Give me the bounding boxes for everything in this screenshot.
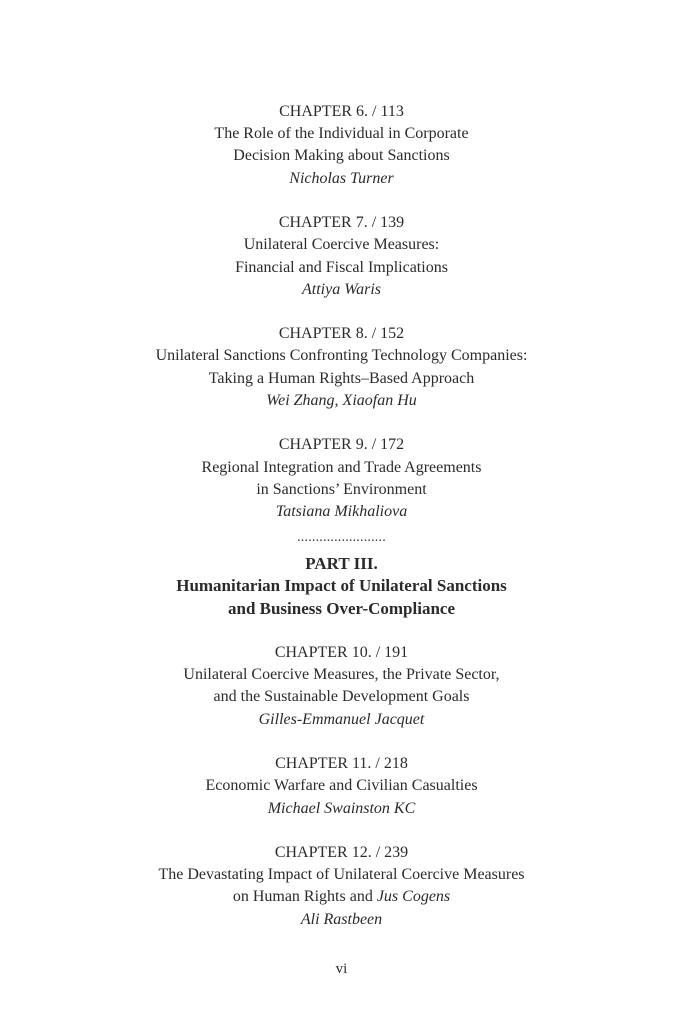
toc-entry-chapter-11 [0, 753, 683, 820]
chapter-author: Nicholas Turner [289, 169, 394, 187]
part-title-line: and Business Over-Compliance [227, 598, 455, 618]
chapter-heading: CHAPTER 6. / 113 [279, 103, 404, 120]
toc-entry-chapter-8 [0, 323, 683, 412]
part-label: PART III. [305, 554, 378, 574]
chapter-title-line: Economic Warfare and Civilian Casualties [205, 777, 478, 795]
toc-entry-chapter-9 [0, 434, 683, 523]
chapter-author: Gilles-Emmanuel Jacquet [258, 710, 425, 728]
chapter-heading: CHAPTER 9. / 172 [278, 436, 405, 454]
chapter-author: Attiya Waris [302, 280, 381, 298]
chapter-heading: CHAPTER 7. / 139 [278, 214, 405, 232]
chapter-author: Tatsiana Mikhaliova [275, 502, 408, 520]
chapter-title-line: Unilateral Sanctions Confronting Technology Companies: [155, 347, 528, 365]
chapter-title-line: Financial and Fiscal Implications [235, 258, 448, 276]
part-heading-block [0, 553, 683, 620]
table-of-contents [0, 101, 683, 931]
chapter-author: Michael Swainston KC [267, 799, 416, 817]
chapter-author: Ali Rastbeen [300, 910, 383, 928]
chapter-title-italic-term: Jus Cogens [376, 888, 451, 906]
chapter-title-line: Decision Making about Sanctions [233, 147, 450, 165]
dotted-separator: ........................ [297, 530, 386, 546]
chapter-title-line: Regional Integration and Trade Agreements [201, 458, 482, 476]
part-title-line: Humanitarian Impact of Unilateral Sanctions [176, 576, 507, 596]
chapter-title-line: The Devastating Impact of Unilateral Coercive Measures [158, 866, 525, 884]
toc-entry-chapter-10 [0, 642, 683, 731]
toc-entry-chapter-7 [0, 212, 683, 301]
chapter-heading: CHAPTER 12. / 239 [274, 844, 409, 862]
chapter-title-line: and the Sustainable Development Goals [213, 688, 470, 706]
chapter-title-line: Unilateral Coercive Measures, the Private Sector, [183, 666, 500, 684]
chapter-heading: CHAPTER 8. / 152 [278, 325, 405, 343]
chapter-title-line-mixed [0, 886, 683, 908]
chapter-author: Wei Zhang, Xiaofan Hu [266, 391, 417, 409]
chapter-title-line: The Role of the Individual in Corporate [214, 125, 469, 143]
page-number: vi [335, 961, 348, 977]
chapter-title-text: on Human Rights and [232, 888, 377, 906]
chapter-title-line: in Sanctions’ Environment [256, 480, 427, 498]
chapter-heading: CHAPTER 11. / 218 [275, 755, 408, 773]
toc-entry-chapter-6 [0, 101, 683, 190]
chapter-title-line: Unilateral Coercive Measures: [243, 236, 440, 254]
chapter-heading: CHAPTER 10. / 191 [274, 644, 409, 662]
toc-entry-chapter-12 [0, 842, 683, 931]
chapter-title-line: Taking a Human Rights–Based Approach [208, 369, 475, 387]
